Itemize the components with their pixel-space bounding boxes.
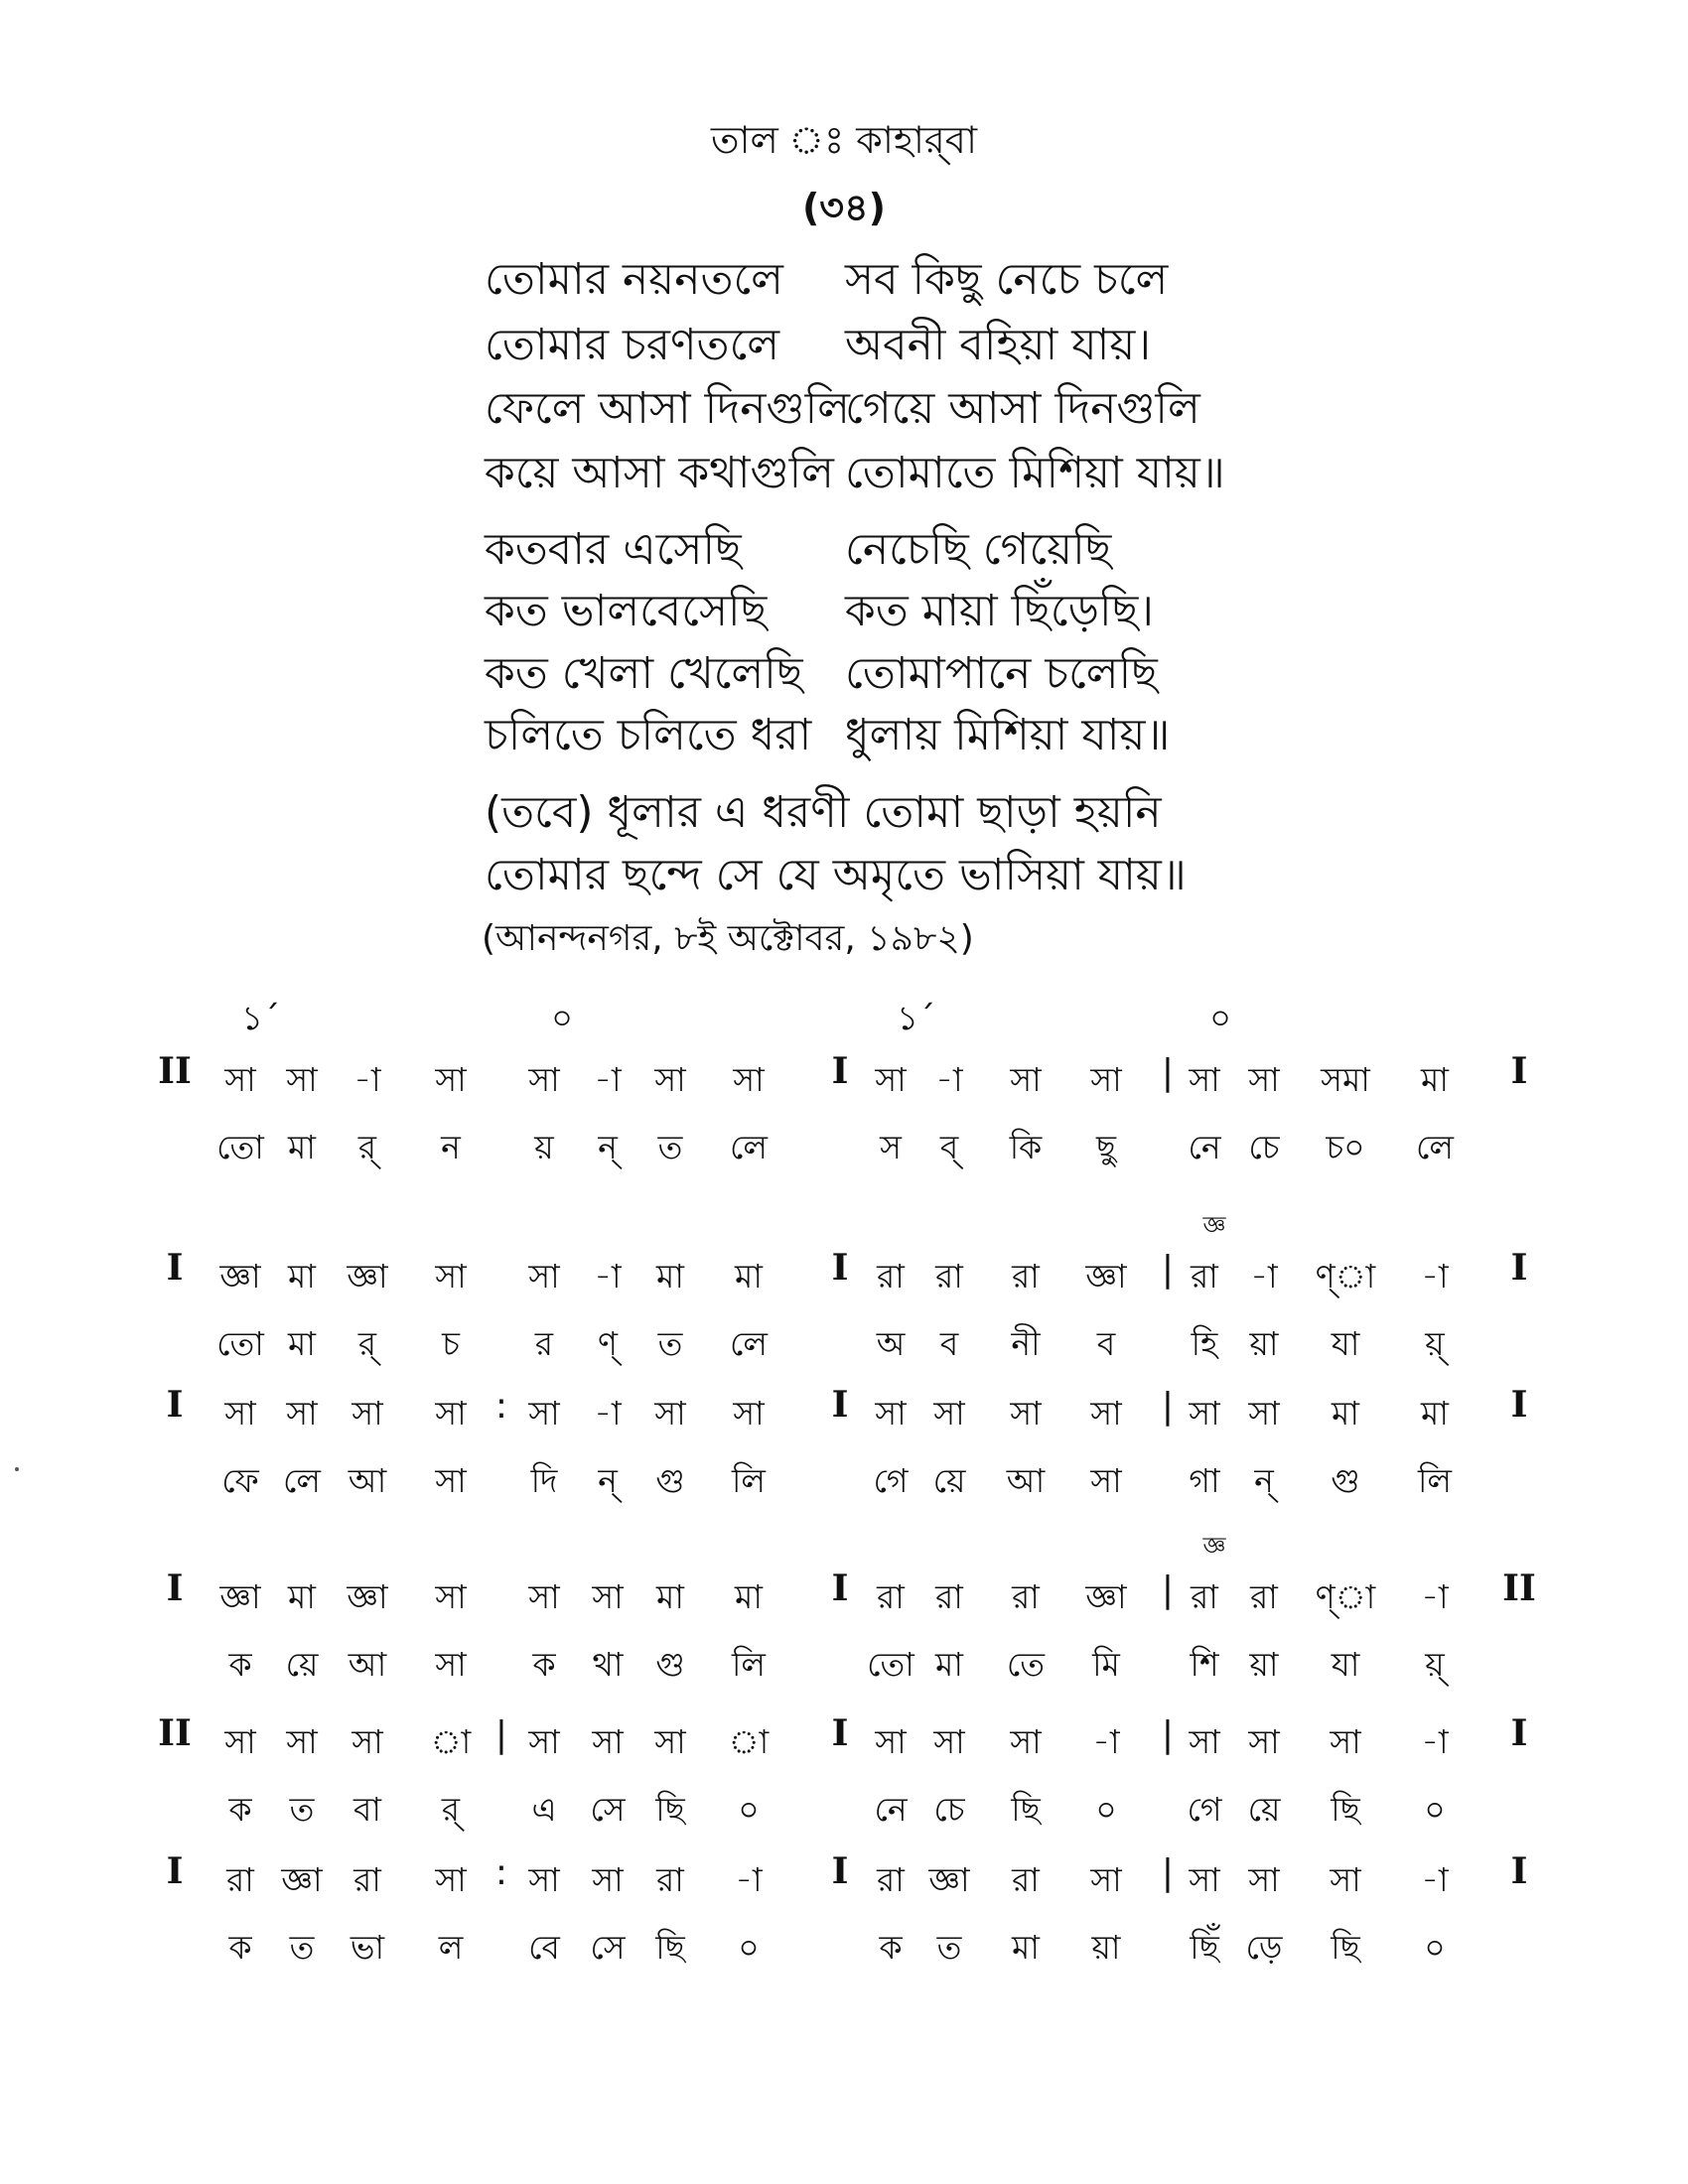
swara-note: -া [1250, 1257, 1278, 1296]
lyric-syllable: ণ্ [598, 1324, 618, 1363]
swara-note: সা [1248, 1394, 1280, 1433]
lyric-syllable: তো [216, 1128, 264, 1166]
lyric-syllable: য়া [1249, 1645, 1279, 1684]
swara-note: জ্ঞা [347, 1257, 388, 1296]
swara-note: সা [592, 1860, 624, 1899]
lyric-syllable: গু [655, 1461, 685, 1500]
swara-note: সা [352, 1722, 383, 1761]
bar-line-mid: I [831, 1050, 849, 1092]
lyric-line: গেয়ে আসা দিনগুলি [845, 383, 1200, 434]
lyric-syllable: ন্ [598, 1461, 618, 1500]
lyric-syllable: ন [441, 1128, 461, 1166]
lyric-line: নেচেছি গেয়েছি [845, 524, 1112, 575]
lyric-syllable: থা [592, 1645, 624, 1684]
lyric-syllable: বা [353, 1790, 381, 1829]
lyric-syllable: ০ [738, 1790, 760, 1829]
swara-note: রা [935, 1257, 963, 1296]
swara-note: ণ্া [1315, 1257, 1376, 1296]
beat-separator: | [1161, 1714, 1175, 1755]
lyric-line: তোমাপানে চলেছি [845, 648, 1158, 699]
lyric-syllable: ০ [1424, 1928, 1446, 1967]
swara-note: জ্ঞা [1085, 1577, 1127, 1616]
swara-note: সা [286, 1394, 318, 1433]
lyric-syllable: চ০ [1326, 1128, 1365, 1166]
lyric-syllable: আ [348, 1645, 387, 1684]
bar-line-close: I [1510, 1384, 1528, 1426]
lyric-syllable: গে [873, 1461, 909, 1500]
beat-separator: | [494, 1714, 508, 1755]
swara-note: সা [875, 1060, 907, 1099]
swara-note: সা [1010, 1060, 1042, 1099]
lyric-syllable: বে [528, 1928, 560, 1967]
lyric-syllable: অ [876, 1324, 906, 1363]
lyric-syllable: ক [879, 1928, 903, 1967]
swara-note: -া [935, 1060, 963, 1099]
bar-line-close: I [1510, 1850, 1528, 1892]
bar-line-close: I [1510, 1050, 1528, 1092]
swara-note: সা [733, 1394, 765, 1433]
lyric-syllable: ন্ [1254, 1461, 1274, 1500]
lyric-syllable: চে [1248, 1128, 1280, 1166]
swara-note: জ্ঞা [347, 1577, 388, 1616]
lyric-syllable: ব [1096, 1324, 1116, 1363]
lyric-syllable: মা [1012, 1928, 1040, 1967]
lyric-syllable: ত [289, 1928, 315, 1967]
lyric-syllable: আ [348, 1461, 387, 1500]
lyric-syllable: সা [435, 1461, 467, 1500]
lyric-syllable: য় [534, 1128, 554, 1166]
swara-note: সা [1248, 1860, 1280, 1899]
lyric-syllable: যা [1331, 1324, 1360, 1363]
swara-note: সা [435, 1577, 467, 1616]
swara-note: মা [288, 1577, 316, 1616]
lyric-line: ফেলে আসা দিনগুলি [485, 383, 850, 434]
swara-note: -া [594, 1394, 622, 1433]
swara-note: সা [286, 1722, 318, 1761]
lyric-syllable: য়ে [285, 1645, 319, 1684]
lyric-syllable: সা [1090, 1461, 1122, 1500]
lyric-syllable: য়ে [1247, 1790, 1281, 1829]
lyric-syllable: গা [1189, 1461, 1220, 1500]
swara-note: সা [286, 1060, 318, 1099]
lyric-syllable: নে [874, 1790, 908, 1829]
lyric-syllable: য়ে [932, 1461, 966, 1500]
swara-note: মা [1421, 1060, 1449, 1099]
swara-note: সা [1090, 1060, 1122, 1099]
beat-separator: | [1161, 1852, 1175, 1893]
lyric-syllable: সে [590, 1928, 626, 1967]
swara-note: সা [528, 1060, 560, 1099]
bar-line-open: II [158, 1050, 192, 1092]
lyric-syllable: য়্ [1425, 1324, 1445, 1363]
lyric-syllable: মি [1092, 1645, 1120, 1684]
lyric-syllable: সা [435, 1645, 467, 1684]
lyric-syllable: মা [935, 1645, 963, 1684]
lyric-line: চলিতে চলিতে ধরা [485, 710, 812, 760]
lyric-syllable: লে [283, 1461, 321, 1500]
bar-line-close: II [1502, 1568, 1536, 1609]
lyric-syllable: ছি [1011, 1790, 1041, 1829]
swara-note: রা [226, 1860, 254, 1899]
lyric-syllable: তো [867, 1645, 914, 1684]
lyric-syllable: ল [438, 1928, 464, 1967]
lyric-syllable: র্ [441, 1790, 461, 1829]
bar-line-mid: I [831, 1384, 849, 1426]
swara-note: সা [592, 1722, 624, 1761]
bar-line-open: I [166, 1850, 184, 1892]
lyric-syllable: গু [1331, 1461, 1360, 1500]
swara-note: সমা [1321, 1060, 1370, 1099]
lyric-syllable: লি [731, 1645, 767, 1684]
lyric-syllable: লি [1417, 1461, 1453, 1500]
swara-note: সা [933, 1394, 965, 1433]
lyric-line: সব কিছু নেচে চলে [845, 254, 1169, 305]
swara-note: সা [933, 1722, 965, 1761]
lyric-syllable: যা [1331, 1645, 1360, 1684]
lyric-line: (তবে) ধূলার এ ধরণী তোমা ছাড়া হয়নি [485, 787, 1162, 838]
lyric-syllable: ত [657, 1324, 683, 1363]
lyric-syllable: ছি [1331, 1790, 1360, 1829]
swara-note: সা [224, 1722, 256, 1761]
lyric-syllable: ছি [1331, 1928, 1360, 1967]
swara-note: জ্ঞা [1085, 1257, 1127, 1296]
lyric-syllable: র [534, 1324, 554, 1363]
lyric-syllable: ০ [738, 1928, 760, 1967]
lyric-syllable: ক [228, 1645, 252, 1684]
swara-note: -া [1421, 1722, 1449, 1761]
tala-heading: তাল ঃ কাহার্‌বা [711, 118, 977, 162]
lyric-syllable: ক [532, 1645, 556, 1684]
lyric-syllable: র্ [357, 1128, 377, 1166]
swara-note: সা [1090, 1860, 1122, 1899]
swara-note: া [430, 1722, 472, 1761]
swara-note: সা [1248, 1722, 1280, 1761]
swara-note: সা [1189, 1394, 1220, 1433]
swara-note: সা [1010, 1722, 1042, 1761]
lyric-syllable: লি [731, 1461, 767, 1500]
lyric-line: কত মায়া ছিঁড়েছি। [845, 586, 1154, 636]
lyric-line: কত খেলা খেলেছি [485, 648, 803, 699]
swara-note: সা [435, 1860, 467, 1899]
lyric-syllable: কি [1009, 1128, 1043, 1166]
lyric-syllable: তো [216, 1324, 264, 1363]
swara-note: সা [1330, 1722, 1361, 1761]
lyric-syllable: নী [1011, 1324, 1041, 1363]
lyric-syllable: চে [933, 1790, 965, 1829]
lyric-syllable: নে [1188, 1128, 1221, 1166]
lyric-syllable: আ [1006, 1461, 1046, 1500]
lyric-syllable: ব্ [939, 1128, 959, 1166]
lyric-syllable: দি [530, 1461, 558, 1500]
swara-note: -া [353, 1060, 381, 1099]
swara-note: সা [435, 1394, 467, 1433]
beat-separator: : [494, 1852, 508, 1893]
lyric-line: কতবার এসেছি [485, 524, 742, 575]
swara-note: -া [594, 1060, 622, 1099]
swara-note: রা [935, 1577, 963, 1616]
swara-note: সা [528, 1722, 560, 1761]
lyric-syllable: লে [730, 1324, 768, 1363]
bar-line-open: I [166, 1247, 184, 1289]
swara-note: রা [1191, 1257, 1218, 1296]
lyric-syllable: ছি [655, 1928, 685, 1967]
swara-note: মা [656, 1577, 684, 1616]
swara-note: -া [594, 1257, 622, 1296]
lyric-line: ধুলায় মিশিয়া যায়॥ [845, 710, 1171, 760]
swara-note: মা [1332, 1394, 1359, 1433]
lyric-syllable: গে [1187, 1790, 1222, 1829]
lyric-syllable: ড়ে [1245, 1928, 1283, 1967]
swara-note: -া [1421, 1860, 1449, 1899]
swara-note: মা [1421, 1394, 1449, 1433]
swara-note: রা [1250, 1577, 1278, 1616]
swara-note: জ্ঞা [219, 1257, 261, 1296]
lyric-line: অবনী বহিয়া যায়। [845, 320, 1152, 370]
swara-note: সা [592, 1577, 624, 1616]
lyric-line: কত ভালবেসেছি [485, 586, 768, 636]
bar-line-open: II [158, 1712, 192, 1754]
swara-note: সা [875, 1394, 907, 1433]
lyric-syllable: শি [1190, 1645, 1219, 1684]
swara-note: রা [877, 1577, 905, 1616]
swara-note: রা [1012, 1860, 1040, 1899]
beat-mark: ০ [1209, 999, 1232, 1038]
lyric-syllable: লে [1416, 1128, 1454, 1166]
bar-line-open: I [166, 1568, 184, 1609]
swara-note: জ্ঞা [219, 1577, 261, 1616]
bar-line-mid: I [831, 1850, 849, 1892]
lyric-syllable: ক [228, 1790, 252, 1829]
lyric-line: তোমাতে মিশিয়া যায়॥ [845, 448, 1225, 498]
swara-note: সা [352, 1394, 383, 1433]
ornament-mark: জ্ঞ [1202, 1532, 1226, 1560]
lyric-syllable: ক [228, 1928, 252, 1967]
lyric-syllable: গু [655, 1645, 685, 1684]
swara-note: রা [1191, 1577, 1218, 1616]
swara-note: সা [224, 1394, 256, 1433]
swara-note: সা [875, 1722, 907, 1761]
bar-line-mid: I [831, 1247, 849, 1289]
swara-note: সা [1010, 1394, 1042, 1433]
lyric-syllable: লে [730, 1128, 768, 1166]
swara-note: মা [735, 1577, 763, 1616]
swara-note: রা [656, 1860, 684, 1899]
lyric-syllable: ত [657, 1128, 683, 1166]
lyric-syllable: য়া [1091, 1928, 1121, 1967]
lyric-syllable: তে [1006, 1645, 1046, 1684]
lyric-syllable: হি [1191, 1324, 1218, 1363]
lyric-syllable: ত [289, 1790, 315, 1829]
lyric-line: তোমার চরণতলে [485, 320, 780, 370]
lyric-line: তোমার নয়নতলে [485, 254, 783, 305]
swara-note: সা [1248, 1060, 1280, 1099]
swara-note: রা [877, 1257, 905, 1296]
lyric-line: কয়ে আসা কথাগুলি [485, 448, 834, 498]
beat-separator: : [494, 1386, 508, 1427]
lyric-syllable: সে [590, 1790, 626, 1829]
lyric-line: তোমার ছন্দে সে যে অমৃতে ভাসিয়া যায়॥ [485, 850, 1187, 900]
lyric-syllable: মা [288, 1128, 316, 1166]
lyric-syllable: য়্ [1425, 1645, 1445, 1684]
swara-note: রা [1012, 1577, 1040, 1616]
lyric-syllable: ফে [221, 1461, 259, 1500]
swara-note: সা [654, 1394, 686, 1433]
lyric-syllable: ত [936, 1928, 962, 1967]
swara-note: সা [1189, 1860, 1220, 1899]
lyric-syllable: ছু [1096, 1128, 1116, 1166]
beat-separator: | [1161, 1249, 1175, 1290]
bar-line-open: I [166, 1384, 184, 1426]
lyric-syllable: এ [531, 1790, 557, 1829]
beat-separator: | [1161, 1570, 1175, 1610]
swara-note: -া [1092, 1722, 1120, 1761]
swara-note: সা [435, 1257, 467, 1296]
lyric-syllable: ন্ [598, 1128, 618, 1166]
swara-note: সা [1090, 1394, 1122, 1433]
bar-line-mid: I [831, 1712, 849, 1754]
lyric-syllable: স [880, 1128, 902, 1166]
swara-note: সা [1330, 1860, 1361, 1899]
swara-note: সা [528, 1394, 560, 1433]
ornament-mark: জ্ঞ [1202, 1211, 1226, 1239]
lyric-syllable: য়া [1249, 1324, 1279, 1363]
swara-note: মা [288, 1257, 316, 1296]
swara-note: জ্ঞা [928, 1860, 970, 1899]
swara-note: সা [733, 1060, 765, 1099]
swara-note: সা [528, 1860, 560, 1899]
beat-mark: ১´ [241, 999, 281, 1038]
swara-note: সা [654, 1060, 686, 1099]
swara-note: সা [435, 1060, 467, 1099]
lyric-syllable: ভা [350, 1928, 385, 1967]
swara-note: সা [528, 1257, 560, 1296]
bar-line-close: I [1510, 1712, 1528, 1754]
swara-note: -া [1421, 1577, 1449, 1616]
swara-note: সা [224, 1060, 256, 1099]
swara-note: সা [654, 1722, 686, 1761]
lyric-syllable: ০ [1095, 1790, 1117, 1829]
song-number: (৩৪) [801, 186, 887, 229]
composition-date: (আনন্দনগর, ৮ই অক্টোবর, ১৯৮২) [482, 918, 974, 959]
swara-note: ণ্া [1315, 1577, 1376, 1616]
swara-note: জ্ঞা [281, 1860, 323, 1899]
beat-mark: ১´ [897, 999, 936, 1038]
lyric-syllable: ব [939, 1324, 959, 1363]
swara-note: মা [656, 1257, 684, 1296]
swara-note: রা [1012, 1257, 1040, 1296]
margin-dot [15, 1467, 19, 1471]
swara-note: মা [735, 1257, 763, 1296]
lyric-syllable: ছিঁ [1190, 1928, 1219, 1967]
beat-separator: | [1161, 1052, 1175, 1093]
swara-note: রা [353, 1860, 381, 1899]
swara-note: সা [528, 1577, 560, 1616]
lyric-syllable: ছি [655, 1790, 685, 1829]
swara-note: সা [1189, 1722, 1220, 1761]
swara-note: রা [877, 1860, 905, 1899]
swara-note: -া [735, 1860, 763, 1899]
swara-note: া [728, 1722, 770, 1761]
lyric-syllable: মা [288, 1324, 316, 1363]
lyric-syllable: ০ [1424, 1790, 1446, 1829]
lyric-syllable: র্ [357, 1324, 377, 1363]
beat-mark: ০ [551, 999, 574, 1038]
beat-separator: | [1161, 1386, 1175, 1427]
bar-line-close: I [1510, 1247, 1528, 1289]
swara-note: -া [1421, 1257, 1449, 1296]
bar-line-mid: I [831, 1568, 849, 1609]
lyric-syllable: চ [442, 1324, 460, 1363]
swara-note: সা [1189, 1060, 1220, 1099]
